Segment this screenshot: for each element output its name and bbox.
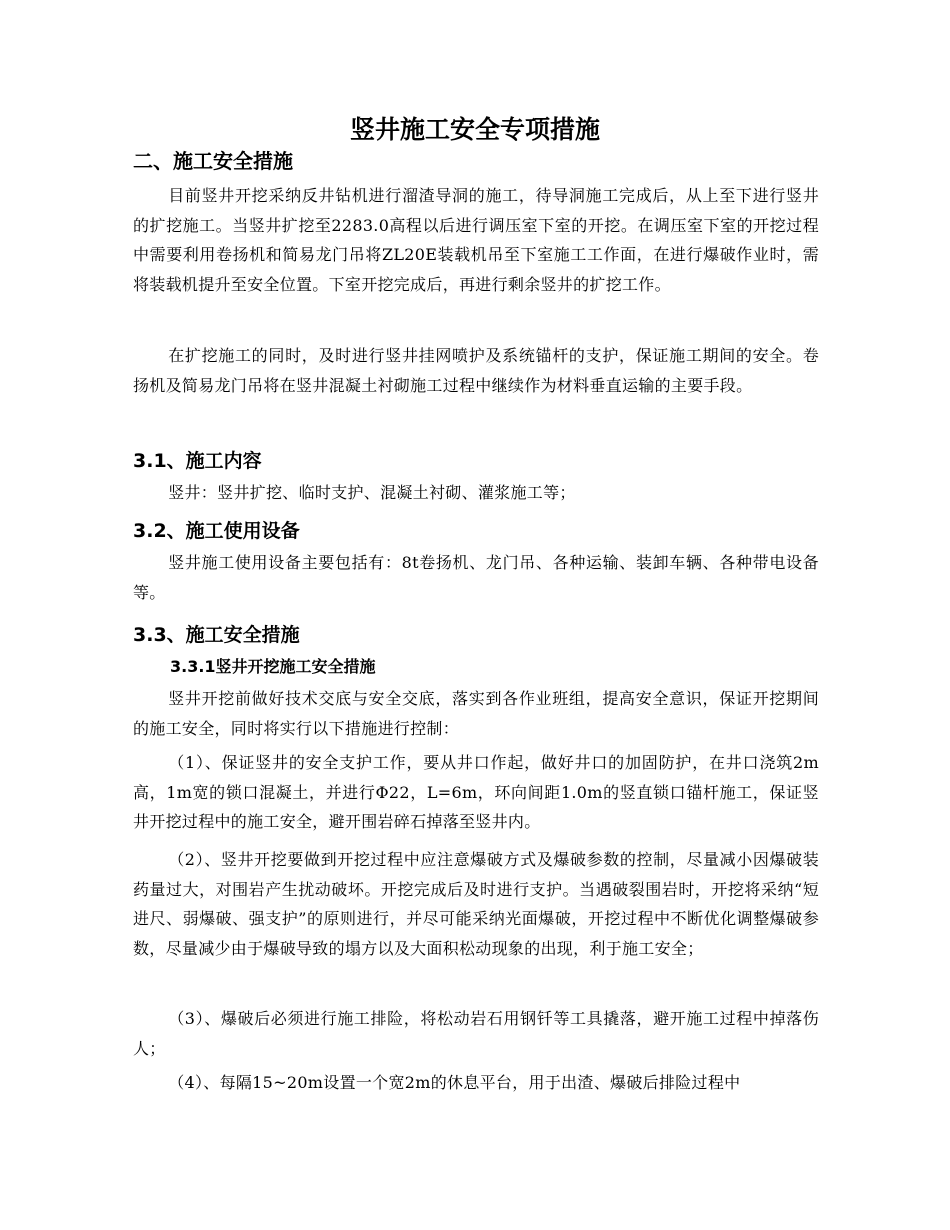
measure-item-4: （4）、每隔15~20m设置一个宽2m的休息平台，用于出渣、爆破后排险过程中 [168, 1073, 741, 1092]
subsection-heading-3-3-1: 3.3.1竖井开挖施工安全措施 [170, 657, 376, 676]
section-heading-3-1: 3.1、施工内容 [133, 450, 262, 472]
section-3-1-text: 竖井：竖井扩挖、临时支护、混凝土衬砌、灌浆施工等； [168, 483, 576, 502]
section-heading-safety-measures: 二、施工安全措施 [133, 149, 293, 173]
document-title: 竖井施工安全专项措施 [349, 115, 600, 144]
measure-item-3: （3）、爆破后必须进行施工排险，将松动岩石用钢钎等工具撬落，避开施工过程中掉落伤人； [133, 1009, 819, 1058]
measure-item-2: （2）、竖井开挖要做到开挖过程中应注意爆破方式及爆破参数的控制，尽量减小因爆破装药量过大，对围岩产生扰动破坏。开挖完成后及时进行支护。当遇破裂围岩时，开挖将采纳“短进尺、弱爆破、强支护”的原则进行，并尽可能采纳光面爆破，开挖过程中不断优化调整爆破参数，尽量减少由于爆破导致的塌方以及大面积松动现象的出现，利于施工安全； [133, 850, 819, 958]
intro-paragraph-1: 目前竖井开挖采纳反井钻机进行溜渣导洞的施工，待导洞施工完成后，从上至下进行竖井的扩挖施工。当竖井扩挖至2283.0高程以后进行调压室下室的开挖。在调压室下室的开挖过程中需要利用卷扬机和简易龙门吊将ZL20E装载机吊至下室施工工作面，在进行爆破作业时，需将装载机提升至安全位置。下室开挖完成后，再进行剩余竖井的扩挖工作。 [133, 186, 819, 294]
section-3-2-text: 竖井施工使用设备主要包括有：8t卷扬机、龙门吊、各种运输、装卸车辆、各种带电设备等。 [133, 553, 819, 602]
intro-paragraph-2: 在扩挖施工的同时，及时进行竖井挂网喷护及系统锚杆的支护，保证施工期间的安全。卷扬机及简易龙门吊将在竖井混凝土衬砌施工过程中继续作为材料垂直运输的主要手段。 [133, 346, 819, 395]
measure-item-1: （1）、保证竖井的安全支护工作，要从井口作起，做好井口的加固防护，在井口浇筑2m高，1m宽的锁口混凝土，并进行Φ22，L=6m，环向间距1.0m的竖直锁口锚杆施工，保证竖井开挖过程中的施工安全，避开围岩碎石掉落至竖井内。 [133, 753, 819, 831]
section-3-3-1-intro: 竖井开挖前做好技术交底与安全交底，落实到各作业班组，提高安全意识，保证开挖期间的施工安全，同时将实行以下措施进行控制： [133, 689, 819, 738]
section-heading-3-2: 3.2、施工使用设备 [133, 520, 300, 542]
section-heading-3-3: 3.3、施工安全措施 [133, 624, 300, 646]
